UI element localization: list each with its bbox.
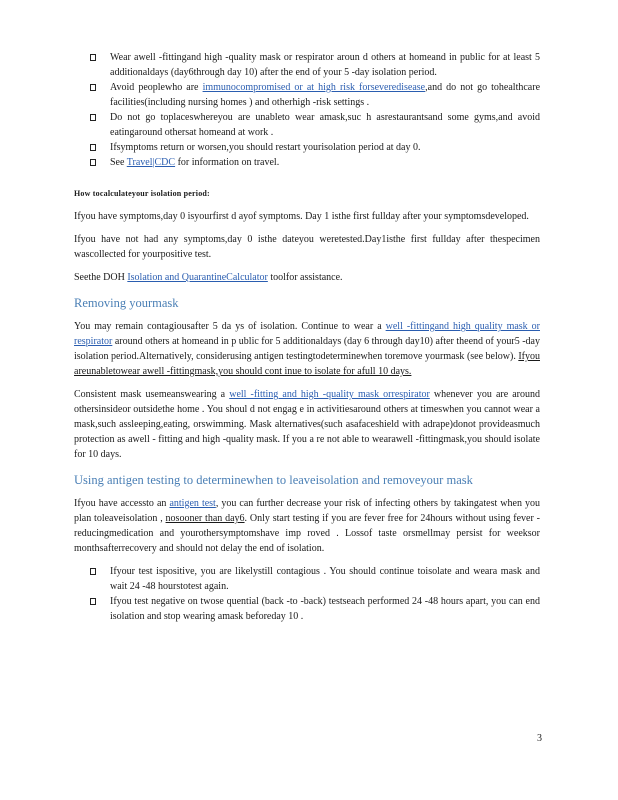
checkbox-bullet-icon [90, 144, 96, 151]
checkbox-bullet-icon [90, 598, 96, 605]
paragraph-consistent-mask-use: Consistent mask usemeanswearing a well -fitting and high -quality mask orrespirator whenever you are around othersinsideor outsidethe home . You shoul d not engag e in activitiesaround others at timeswhen you cannot wear a mask,such assleeping,eating, orswimming. Mask alternatives(such asafaceshield with adrape)donot provideasmuch protection as awell - fitting and high -quality mask. If you a re not able to wearawell -fittingmask,you should isolate for 10 days. [74, 389, 541, 460]
checkbox-bullet-icon [90, 84, 96, 91]
bullet-text: Ifyour test ispositive, you are likelystill contagious . You should continue toisolate and weara mask and wait 24 -48 hourstotest again. [110, 566, 540, 592]
bullet-text: Avoid peoplewho are [110, 82, 203, 93]
test-result-bullet-list [74, 564, 540, 624]
removing-mask-heading: Removing yourmask [74, 296, 179, 310]
paragraph-remain-contagious: You may remain contagiousafter 5 da ys of isolation. Continue to wear a well -fittingand high quality mask or respirator around others at homeand in p ublic for 5 additionaldays (day 6 through day10) after theend of your5 -day isolation period.Alternatively, considerusing antigen testingtodeterminewhen toremove yourmask (see below). Ifyou areunabletowear awell -fittingmask,you should cont inue to isolate for afull 10 days. [74, 321, 540, 377]
page-content [74, 50, 540, 624]
antigen-testing-heading: Using antigen testing to determinewhen to leaveisolation and removeyour mask [74, 473, 473, 487]
antigen-test-link[interactable]: antigen test [169, 498, 216, 509]
well-fitting-mask-link[interactable]: well -fitting and high -quality mask orrespirator [229, 389, 430, 400]
underlined-text: Ifyou areunabletowear awell -fittingmask,you should cont inue to isolate for afull 10 days. [74, 351, 540, 377]
list-item [74, 50, 540, 80]
page-number: 3 [537, 733, 542, 744]
immunocompromised-link[interactable]: immunocompromised or at high risk forseveredisease [202, 82, 426, 93]
underlined-text: nosooner than day6 [165, 513, 245, 524]
list-item [74, 594, 540, 624]
list-item [74, 140, 540, 155]
checkbox-bullet-icon [90, 54, 96, 61]
checkbox-bullet-icon [90, 159, 96, 166]
bullet-text: Ifsymptoms return or worsen,you should restart yourisolation period at day 0. [110, 142, 421, 153]
list-item [74, 155, 540, 170]
bullet-text: Do not go toplaceswhereyou are unableto wear amask,suc h asrestaurantsand some gyms,and avoid eatingaround othersat homeand at work . [110, 112, 540, 138]
bullet-text: See [110, 157, 127, 168]
bullet-text: ,and do not go tohealthcare facilities(including nursing homes ) and otherhigh -risk settings . [110, 82, 541, 108]
checkbox-bullet-icon [90, 568, 96, 575]
travel-cdc-link[interactable]: Travel|CDC [126, 157, 176, 168]
paragraph-antigen-access: Ifyou have accessto an antigen test, you can further decrease your risk of infecting others by takingatest when you plan toleaveisolation , nosooner than day6. Only start testing if you are fever free for 24hours without using fever -reducingmedication and yourothersymptomshave imp roved . Lossof taste orsmellmay persist for weeksor monthsafterrecovery and should not delay the end of isolation. [74, 498, 541, 554]
list-item [74, 80, 540, 110]
paragraph-no-symptoms: Ifyou have not had any symptoms,day 0 isthe dateyou weretested.Day1isthe first fullday after thespecimen wascollected for yourpositive test. [74, 234, 540, 260]
guidance-bullet-list [74, 50, 540, 170]
list-item [74, 110, 540, 140]
bullet-text: Ifyou test negative on twose quential (back -to -back) testseach performed 24 -48 hours apart, you can end isolation and stop wearing amask beforeday 10 . [110, 596, 540, 622]
mask-respirator-link[interactable]: well -fittingand high quality mask or respirator [74, 321, 540, 347]
paragraph-calculator: Seethe DOH Isolation and QuarantineCalculator toolfor assistance. [74, 272, 343, 283]
list-item [74, 564, 540, 594]
bullet-text: Wear awell -fittingand high -quality mask or respirator aroun d others at homeand in public for at least 5 additionaldays (day6through day 10) after the end of your 5 -day isolation period. [110, 52, 540, 78]
how-to-calculate-heading: How tocalculateyour isolation period: [74, 189, 210, 198]
paragraph-symptoms: Ifyou have symptoms,day 0 isyourfirst d ayof symptoms. Day 1 isthe first fullday after your symptomsdeveloped. [74, 211, 529, 222]
checkbox-bullet-icon [90, 114, 96, 121]
isolation-calculator-link[interactable]: Isolation and QuarantineCalculator [127, 272, 268, 283]
bullet-text: for information on travel. [175, 157, 280, 168]
